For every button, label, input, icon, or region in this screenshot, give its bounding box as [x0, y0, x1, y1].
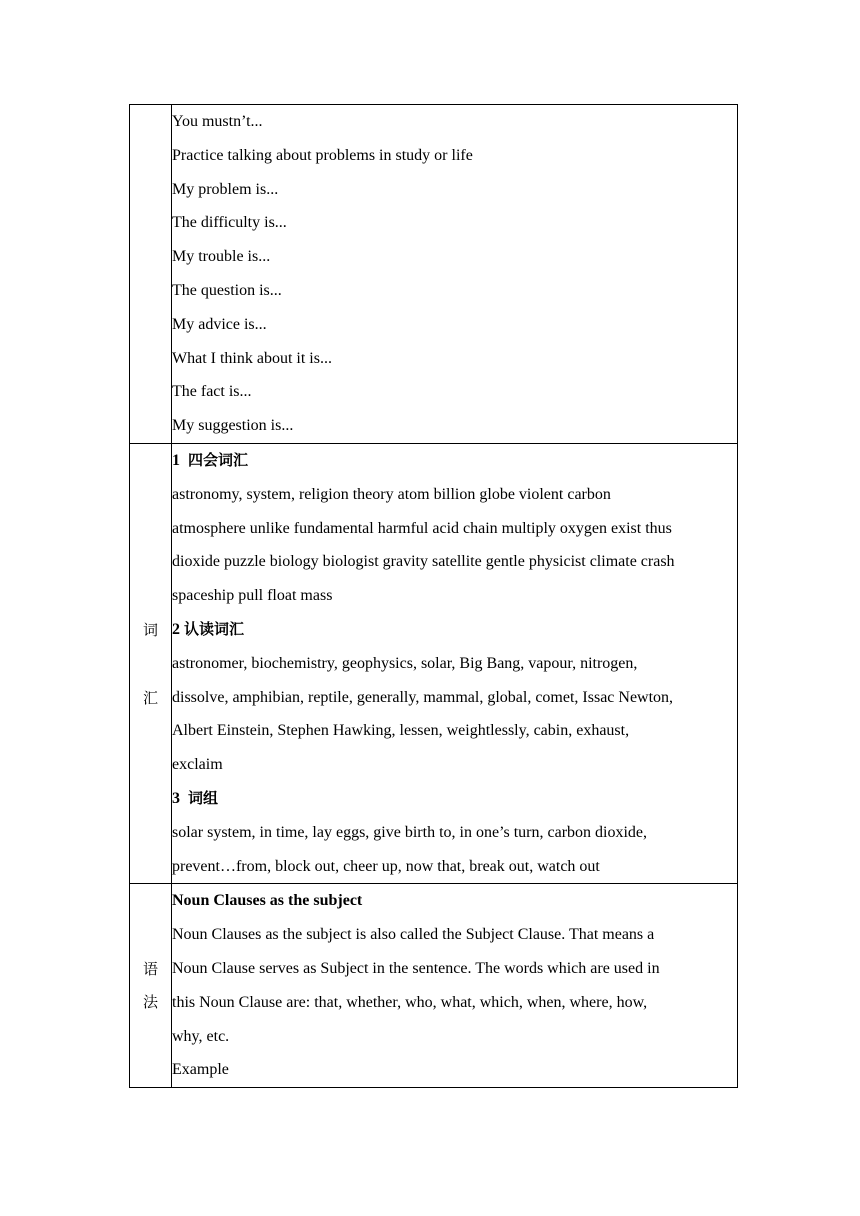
vocab-line: solar system, in time, lay eggs, give birth to, in one’s turn, carbon dioxide,	[172, 823, 648, 841]
vocab-line: dioxide puzzle biology biologist gravity satellite gentle physicist climate crash	[172, 553, 675, 571]
phrase-line: My advice is...	[172, 315, 267, 333]
grammar-line: why, etc.	[172, 1027, 230, 1045]
vocab-line: atmosphere unlike fundamental harmful acid chain multiply oxygen exist thus	[172, 519, 672, 537]
vocab-heading-1: 1 四会词汇	[172, 451, 249, 469]
vocab-line: exclaim	[172, 756, 223, 774]
phrases-cell	[172, 105, 738, 444]
grammar-line: Noun Clauses as the subject is also called the Subject Clause. That means a	[172, 926, 655, 944]
grammar-cell	[172, 884, 738, 1088]
vocab-line: Albert Einstein, Stephen Hawking, lessen, weightlessly, cabin, exhaust,	[172, 722, 630, 740]
phrase-line: My problem is...	[172, 180, 279, 198]
vocab-line: prevent…from, block out, cheer up, now that, break out, watch out	[172, 857, 600, 875]
vocab-line: astronomy, system, religion theory atom billion globe violent carbon	[172, 485, 611, 503]
grammar-title: Noun Clauses as the subject	[172, 892, 363, 910]
phrase-line: The fact is...	[172, 383, 252, 401]
vocab-line: dissolve, amphibian, reptile, generally, mammal, global, comet, Issac Newton,	[172, 688, 674, 706]
phrase-line: The difficulty is...	[172, 214, 287, 232]
phrase-line: Practice talking about problems in study or life	[172, 146, 473, 164]
empty-label-cell	[130, 105, 172, 444]
phrase-line: My suggestion is...	[172, 417, 294, 435]
grammar-line: Noun Clause serves as Subject in the sentence. The words which are used in	[172, 959, 660, 977]
lesson-table	[129, 104, 738, 1088]
vocab-line: astronomer, biochemistry, geophysics, solar, Big Bang, vapour, nitrogen,	[172, 654, 638, 672]
vocab-heading-2: 2 认读词汇	[172, 619, 245, 638]
vocabulary-label-cell	[130, 444, 172, 884]
table-row-grammar	[130, 884, 738, 1088]
vocab-heading-3: 3 词组	[172, 788, 219, 807]
vocabulary-cell	[172, 444, 738, 884]
grammar-label: 语 法	[142, 959, 158, 1011]
table-row-vocabulary	[130, 444, 738, 884]
phrase-line: My trouble is...	[172, 248, 271, 266]
phrase-line: You mustn’t...	[172, 113, 263, 130]
table-row-phrases	[130, 105, 738, 444]
grammar-line: Example	[172, 1061, 229, 1079]
phrase-line: What I think about it is...	[172, 349, 332, 367]
vocab-line: spaceship pull float mass	[172, 587, 333, 605]
phrase-line: The question is...	[172, 281, 282, 299]
grammar-label-cell	[130, 884, 172, 1088]
grammar-line: this Noun Clause are: that, whether, who, what, which, when, where, how,	[172, 993, 648, 1011]
vocabulary-label: 词 汇	[142, 620, 158, 707]
